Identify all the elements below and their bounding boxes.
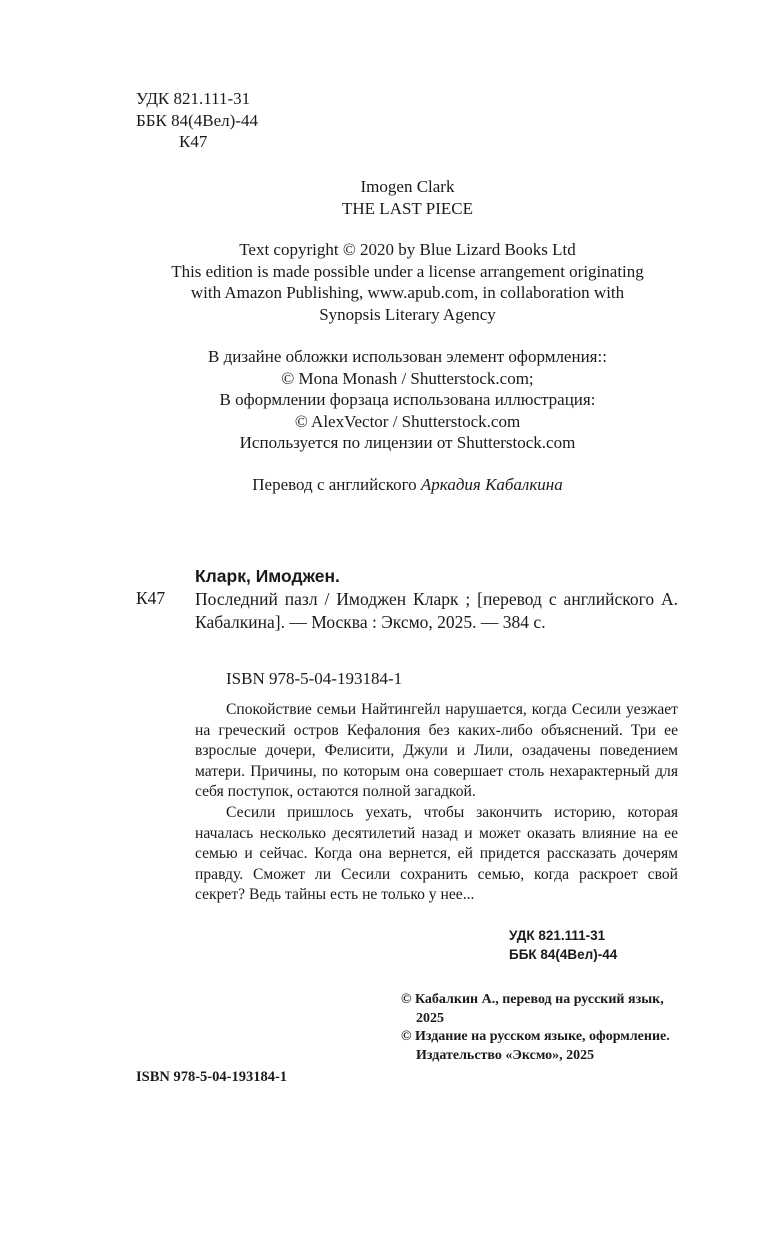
copyright-notice — [100, 239, 715, 325]
annotation — [195, 700, 678, 906]
annotation-paragraph: Сесили пришлось уехать, чтобы закончить историю, которая началась несколько десятилетий назад и может оказать влияние на ее семью и сейчас. Когда она вернется, ей придется рассказать дочерям правду. Сможет ли Сесили сохранить семью, когда раскроет свой секрет? Ведь тайны есть не только у нее... — [195, 803, 678, 904]
original-edition-info — [100, 176, 715, 219]
annotation-paragraph: Спокойствие семьи Найтингейл нарушается, когда Сесили уезжает на греческий остров Кефалония без каких-либо объяснений. Три ее взрослые дочери, Фелисити, Джули и Лили, озадачены поведением матери. Причины, по которым она совершает столь нехарактерный для себя поступок, остаются полной загадкой. — [195, 701, 678, 801]
footer-bbk-code: ББК 84(4Вел)-44 — [509, 947, 618, 962]
cover-credit-line: В оформлении форзаца использована иллюстрация: — [219, 390, 596, 409]
author-mark: К47 — [179, 132, 208, 151]
catalog-description: Последний пазл / Имоджен Кларк ; [перевод с английского А. Кабалкина]. — Москва : Эксмо, 2025. — 384 с. — [195, 589, 678, 632]
original-author: Imogen Clark — [360, 177, 455, 196]
catalog-author-mark: К47 — [136, 588, 166, 608]
translator-name: Аркадия Кабалкина — [420, 475, 563, 494]
publication-copyrights — [401, 991, 686, 1065]
catalog-isbn: ISBN 978-5-04-193184-1 — [226, 669, 403, 688]
copyright-line: with Amazon Publishing, www.apub.com, in collaboration with — [190, 283, 625, 302]
catalog-author: Кларк, Имоджен. — [195, 566, 340, 586]
copyright-item: © Кабалкин А., перевод на русский язык, 2025 — [401, 992, 664, 1026]
cover-credit-line: © AlexVector / Shutterstock.com — [294, 411, 521, 431]
footer-isbn: ISBN 978-5-04-193184-1 — [136, 1069, 288, 1085]
copyright-line: Synopsis Literary Agency — [319, 304, 496, 324]
footer-udk-code: УДК 821.111-31 — [509, 928, 606, 943]
copyright-item: © Издание на русском языке, оформление. Издательство «Эксмо», 2025 — [401, 1029, 670, 1063]
udk-code: УДК 821.111-31 — [136, 89, 251, 108]
header-classification-codes — [136, 88, 258, 153]
translation-prefix: Перевод с английского — [252, 475, 417, 494]
copyright-line: This edition is made possible under a license arrangement originating — [171, 261, 644, 281]
cover-credit-line: В дизайне обложки использован элемент оформления:: — [208, 347, 607, 366]
bbk-code: ББК 84(4Вел)-44 — [136, 110, 258, 130]
cover-credit-line: © Mona Monash / Shutterstock.com; — [281, 368, 534, 388]
translation-credit — [100, 474, 715, 496]
original-title: THE LAST PIECE — [342, 198, 473, 218]
cover-credits — [100, 346, 715, 454]
footer-classification-codes — [509, 926, 617, 964]
copyright-line: Text copyright © 2020 by Blue Lizard Books Ltd — [239, 240, 576, 259]
cover-credit-line: Используется по лицензии от Shutterstock.com — [239, 433, 576, 452]
